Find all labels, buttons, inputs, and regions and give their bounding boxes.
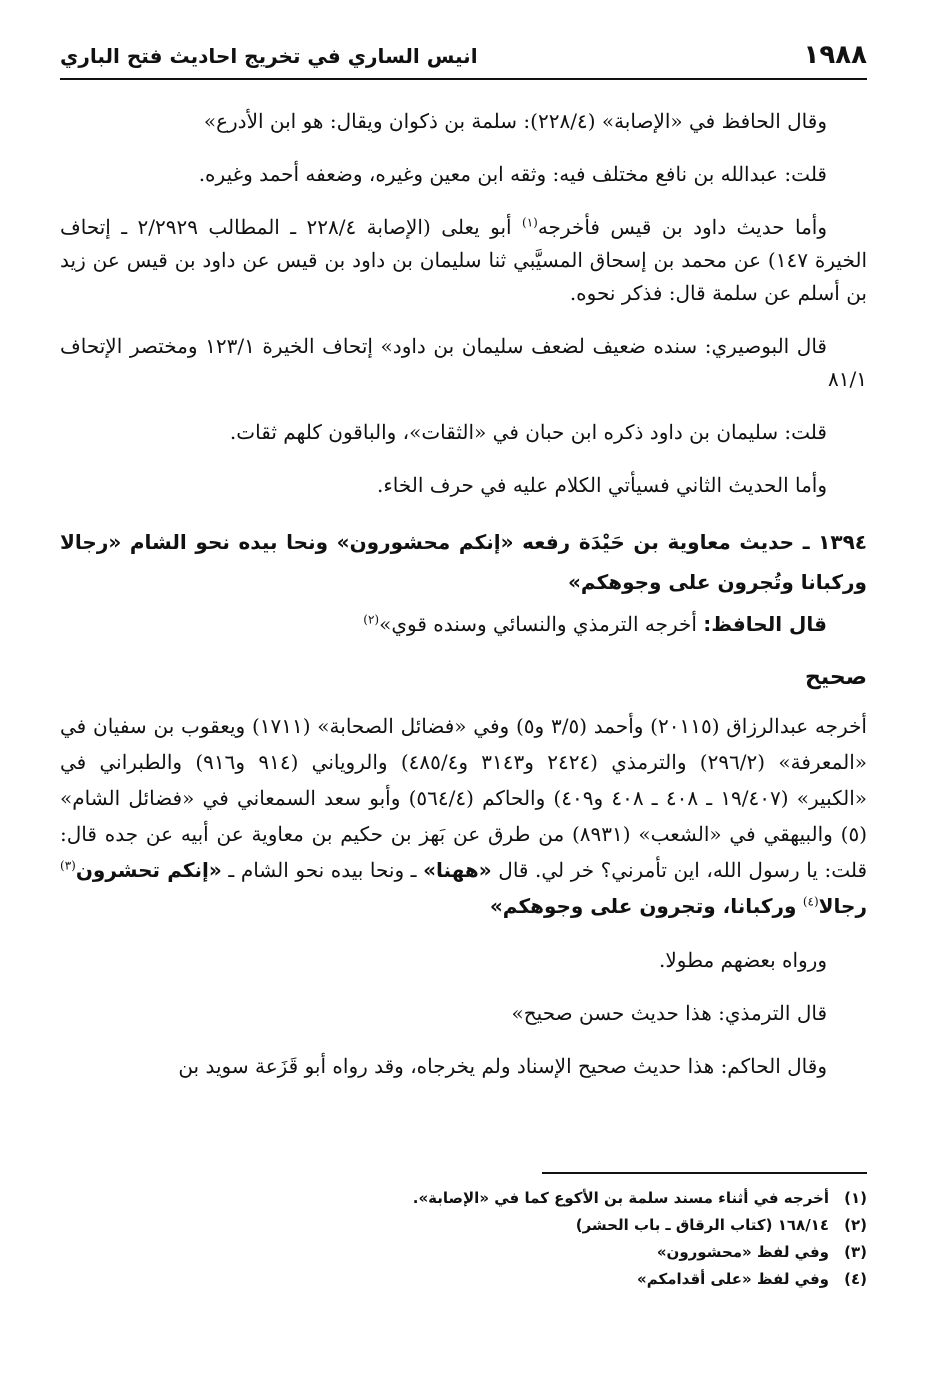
footnote-text: وفي لفظ «محشورون» (656, 1243, 829, 1261)
main-text (60, 105, 867, 1103)
paragraph: وأما الحديث الثاني فسيأتي الكلام عليه في حرف الخاء. (376, 473, 827, 497)
hadith-heading: ١٣٩٤ ـ حديث معاوية بن حَيْدَة رفعه «إنكم محشورون» ونحا بيده نحو الشام «رجالا وركبانا وتُجرون على وجوهكم» (60, 530, 867, 594)
takhrij-text: أخرجه عبدالرزاق (٢٠١١٥) وأحمد (٣/٥ و٥) وفي «فضائل الصحابة» (١٧١١) ويعقوب بن سفيان في «المعرفة» (٢٩٦/٢) والترمذي (٢٤٢٤ و٣١٤٣ و٤٨٥/٤) والروياني (٩١٤ و٩١٦) والطبراني في «الكبير» (١٩/٤٠٧ ـ ٤٠٨ ـ ٤٠٨ و٤٠٩) والحاكم (٥٦٤/٤) وأبو سعد السمعاني في «فضائل الشام» (٥) والبيهقي في «الشعب» (٨٩٣١) من طرق عن بَهز بن حكيم بن معاوية عن أبيه عن جده قال: قلت: يا رسول الله، اين تأمرني؟ خر لي. قال (60, 714, 868, 882)
footnote-ref[interactable]: (١) (522, 215, 538, 230)
footnote-number: (١) (844, 1189, 867, 1207)
paragraph: قلت: سليمان بن داود ذكره ابن حبان في «الثقات»، والباقون كلهم ثقات. (229, 420, 827, 444)
paragraph-text: أبو يعلى (الإصابة ٢٢٨/٤ ـ المطالب ٢/٢٩٢٩ ـ إتحاف الخيرة ١٤٧) عن محمد بن إسحاق المسيَّبي ثنا سليمان بن داود بن قيس عن داود بن قيس عن زيد بن أسلم عن سلمة قال: فذكر نحوه. (60, 215, 868, 305)
takhrij-bold: رجالا (818, 894, 867, 918)
footnote-text: وفي لفظ «على أقدامكم» (637, 1270, 829, 1288)
hafiz-statement (60, 608, 867, 641)
book-title: انيس الساري في تخريج احاديث فتح الباري (60, 44, 478, 68)
hafiz-text: أخرجه الترمذي والنسائي وسنده قوي» (379, 612, 697, 636)
running-header (60, 38, 867, 80)
paragraph-text: وأما حديث داود بن قيس فأخرجه (537, 215, 828, 239)
footnote-divider (542, 1172, 867, 1174)
footnote-text: أخرجه في أثناء مسند سلمة بن الأكوع كما في «الإصابة». (412, 1189, 829, 1207)
footnote (60, 1185, 867, 1212)
paragraph: قال الترمذي: هذا حديث حسن صحيح» (511, 1001, 827, 1025)
page-number: ١٩٨٨ (803, 40, 867, 70)
grade-heading: صحيح (805, 665, 867, 690)
footnote-text: ١٦٨/١٤ (كتاب الرقاق ـ باب الحشر) (575, 1216, 829, 1234)
footnote (60, 1239, 867, 1266)
footnote-ref[interactable]: (٢) (363, 612, 380, 627)
footnote (60, 1212, 867, 1239)
paragraph: وقال الحاكم: هذا حديث صحيح الإسناد ولم يخرجاه، وقد رواه أبو قَزَعة سويد بن (178, 1054, 827, 1078)
footnote-number: (٤) (844, 1270, 867, 1288)
takhrij-bold: وركبانا، وتجرون على وجوهكم» (489, 894, 797, 918)
footnote-ref[interactable]: (٤) (802, 894, 819, 909)
footnote-number: (٣) (844, 1243, 867, 1261)
paragraph: وقال الحافظ في «الإصابة» (٢٢٨/٤): سلمة بن ذكوان ويقال: هو ابن الأدرع» (203, 109, 827, 133)
paragraph: قلت: عبدالله بن نافع مختلف فيه: وثقه ابن معين وغيره، وضعفه أحمد وغيره. (198, 162, 827, 186)
takhrij-bold: «ههنا» (423, 858, 492, 882)
footnotes (60, 1185, 867, 1293)
footnote-ref[interactable]: (٣) (60, 858, 76, 873)
footnote (60, 1266, 867, 1293)
takhrij-text: ـ ونحا بيده نحو الشام ـ (228, 858, 417, 882)
takhrij-bold: «إنكم تحشرون (75, 858, 222, 882)
hafiz-label: قال الحافظ: (703, 612, 827, 636)
paragraph: ورواه بعضهم مطولا. (658, 948, 827, 972)
paragraph: قال البوصيري: سنده ضعيف لضعف سليمان بن داود» إتحاف الخيرة ١٢٣/١ ومختصر الإتحاف ٨١/١ (60, 334, 867, 391)
takhrij-paragraph (60, 708, 867, 924)
footnote-number: (٢) (844, 1216, 867, 1234)
paragraph (60, 211, 867, 310)
